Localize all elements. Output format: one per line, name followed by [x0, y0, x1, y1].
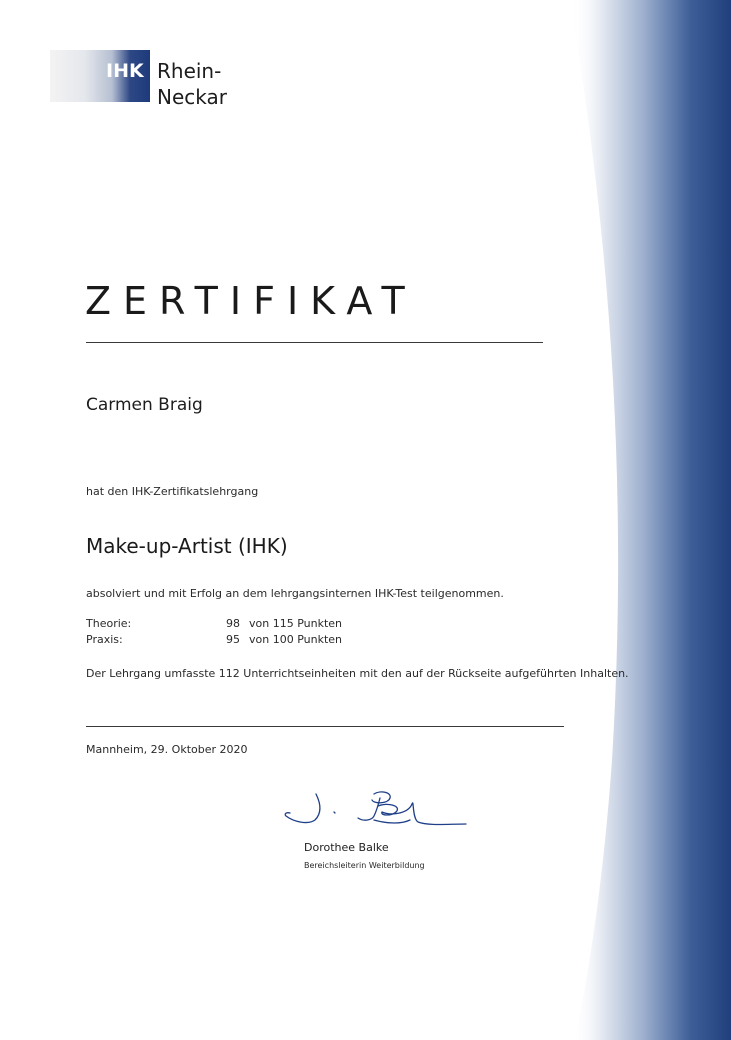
- place-date: Mannheim, 29. Oktober 2020: [86, 743, 248, 756]
- logo-mark: IHK: [106, 60, 144, 82]
- score-row-practice: [86, 632, 486, 647]
- divider-line: [86, 726, 564, 727]
- score-max: von 115 Punkten: [249, 617, 343, 630]
- score-max: von 100 Punkten: [249, 633, 343, 646]
- certificate-title: ZERTIFIKAT: [85, 279, 417, 323]
- handwritten-signature: [278, 782, 478, 837]
- completion-text: absolviert und mit Erfolg an dem lehrgangsinternen IHK-Test teilgenommen.: [86, 587, 504, 600]
- course-units-text: Der Lehrgang umfasste 112 Unterrichtseinheiten mit den auf der Rückseite aufgeführten Inhalten.: [86, 667, 629, 680]
- signer-name: Dorothee Balke: [304, 841, 389, 854]
- divider-line: [86, 342, 543, 343]
- score-points: 95: [226, 633, 240, 646]
- score-points: 98: [226, 617, 240, 630]
- recipient-name: Carmen Braig: [86, 395, 203, 415]
- course-title: Make-up-Artist (IHK): [86, 534, 288, 558]
- score-label: Theorie:: [86, 617, 132, 630]
- ihk-logo: [50, 50, 286, 109]
- logo-region: Rhein-Neckar: [157, 59, 227, 109]
- score-row-theory: [86, 616, 486, 631]
- signer-role: Bereichsleiterin Weiterbildung: [304, 861, 425, 870]
- intro-text: hat den IHK-Zertifikatslehrgang: [86, 485, 259, 498]
- score-label: Praxis:: [86, 633, 123, 646]
